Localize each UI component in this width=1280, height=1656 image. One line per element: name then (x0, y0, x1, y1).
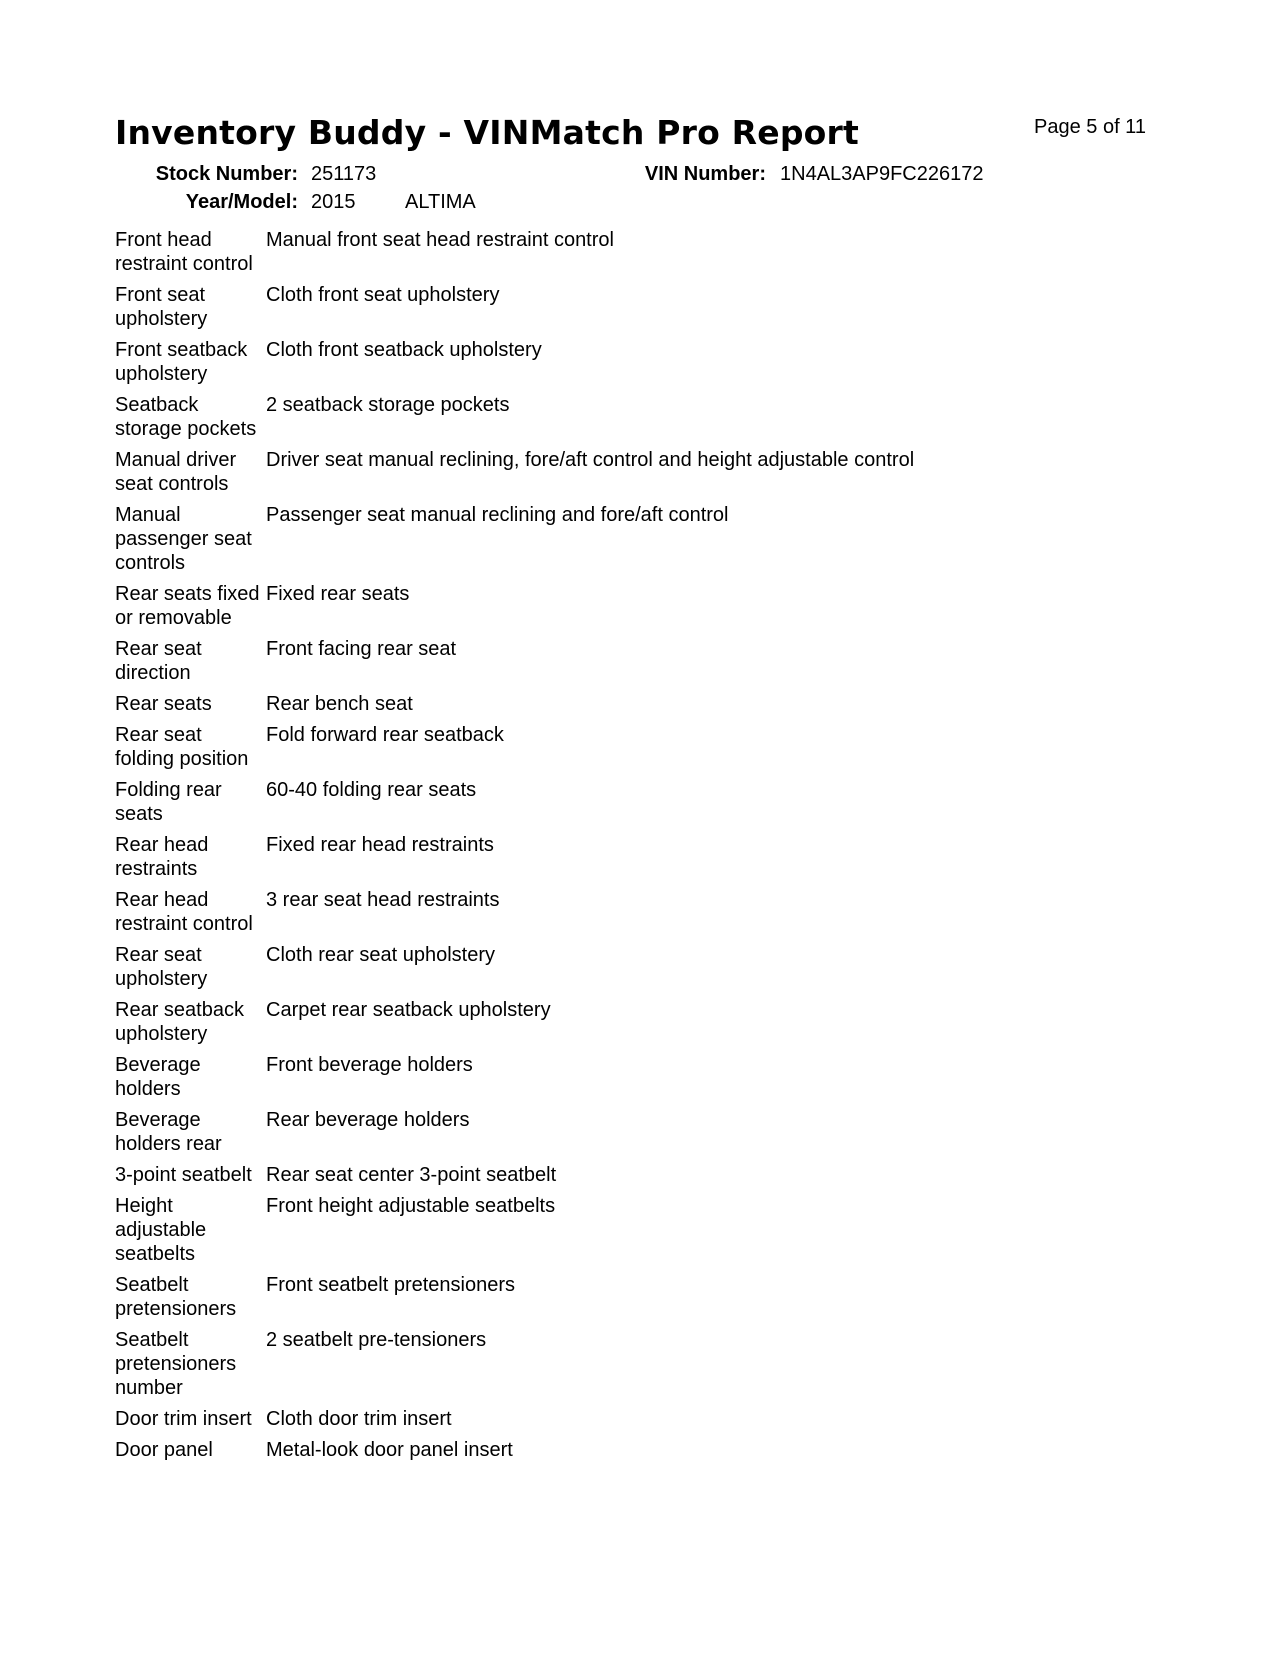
feature-value: Passenger seat manual reclining and fore/aft control (266, 504, 729, 526)
vin-number-label: VIN Number: (644, 163, 766, 185)
feature-label: Manual driver seat controls (115, 449, 237, 496)
list-item (115, 1108, 1015, 1156)
feature-value: Carpet rear seatback upholstery (266, 999, 551, 1021)
feature-label: Front head restraint control (115, 229, 253, 276)
feature-value: Front facing rear seat (266, 638, 457, 661)
feature-label: Rear seatback upholstery (115, 999, 244, 1046)
year-model-label: Year/Model: (185, 191, 298, 213)
feature-label: Door panel (115, 1439, 213, 1461)
feature-value: Rear seat center 3-point seatbelt (266, 1164, 557, 1186)
list-item (115, 1053, 1015, 1101)
feature-label: Beverage holders rear (115, 1109, 222, 1156)
feature-label: Rear head restraint control (115, 889, 253, 936)
report-title: Inventory Buddy - VINMatch Pro Report (115, 113, 859, 152)
feature-label: Rear head restraints (115, 834, 209, 881)
feature-value: Cloth front seat upholstery (266, 284, 500, 306)
feature-value: 2 seatbelt pre-tensioners (266, 1329, 487, 1351)
feature-value: Cloth front seatback upholstery (266, 339, 542, 361)
stock-number-label: Stock Number: (155, 163, 298, 185)
list-item (115, 338, 1015, 386)
feature-label: Height adjustable seatbelts (115, 1194, 207, 1266)
feature-value: Fold forward rear seatback (266, 724, 504, 746)
feature-label: Rear seat direction (115, 638, 202, 685)
feature-value: Front height adjustable seatbelts (266, 1194, 556, 1217)
vin-number-value: 1N4AL3AP9FC226172 (780, 163, 984, 185)
feature-label: Beverage holders (115, 1054, 201, 1101)
list-item (115, 833, 1015, 881)
feature-label: Rear seat upholstery (115, 944, 208, 991)
feature-value: Rear beverage holders (266, 1109, 470, 1131)
feature-value: 60-40 folding rear seats (266, 779, 477, 801)
feature-value: 2 seatback storage pockets (266, 394, 510, 416)
list-item (115, 448, 1015, 496)
model-value: ALTIMA (405, 191, 476, 213)
feature-value: Fixed rear seats (266, 583, 410, 606)
list-item (115, 1194, 1015, 1267)
feature-label: 3-point seatbelt (115, 1164, 252, 1186)
list-item (115, 582, 1015, 630)
feature-value: Manual front seat head restraint control (266, 229, 614, 251)
feature-value: Metal-look door panel insert (266, 1439, 513, 1461)
feature-label: Rear seat folding position (115, 724, 249, 771)
list-item (115, 228, 1015, 276)
list-item (115, 283, 1015, 331)
list-item (115, 1407, 1015, 1431)
list-item (115, 778, 1015, 826)
feature-label: Seatbelt pretensioners number (115, 1329, 237, 1400)
list-item (115, 1163, 1015, 1187)
list-item (115, 1328, 1015, 1401)
list-item (115, 1438, 1015, 1462)
list-item (115, 888, 1015, 936)
feature-value: Fixed rear head restraints (266, 834, 494, 856)
list-item (115, 393, 1015, 441)
feature-value: Cloth rear seat upholstery (266, 944, 496, 966)
feature-label: Rear seats fixed or removable (115, 583, 260, 630)
feature-label: Seatbelt pretensioners (115, 1274, 237, 1321)
page-number: Page 5 of 11 (1034, 116, 1146, 138)
feature-label: Door trim insert (115, 1408, 252, 1431)
feature-value: Front beverage holders (266, 1054, 473, 1076)
list-item (115, 503, 1015, 576)
list-item (115, 637, 1015, 685)
feature-value: Front seatbelt pretensioners (266, 1274, 516, 1296)
equipment-list (115, 228, 1015, 1469)
feature-label: Folding rear seats (115, 779, 222, 826)
list-item (115, 723, 1015, 771)
list-item (115, 998, 1015, 1046)
feature-label: Seatback storage pockets (115, 394, 257, 441)
feature-value: Cloth door trim insert (266, 1408, 452, 1431)
feature-value: Rear bench seat (266, 693, 413, 716)
stock-number-value: 251173 (311, 163, 377, 185)
year-value: 2015 (311, 191, 356, 213)
feature-value: Driver seat manual reclining, fore/aft control and height adjustable control (266, 449, 915, 471)
list-item (115, 692, 1015, 716)
feature-label: Front seatback upholstery (115, 339, 248, 386)
feature-value: 3 rear seat head restraints (266, 889, 500, 911)
feature-label: Rear seats (115, 693, 212, 716)
feature-label: Manual passenger seat controls (115, 504, 252, 575)
list-item (115, 1273, 1015, 1321)
feature-label: Front seat upholstery (115, 284, 208, 331)
list-item (115, 943, 1015, 991)
